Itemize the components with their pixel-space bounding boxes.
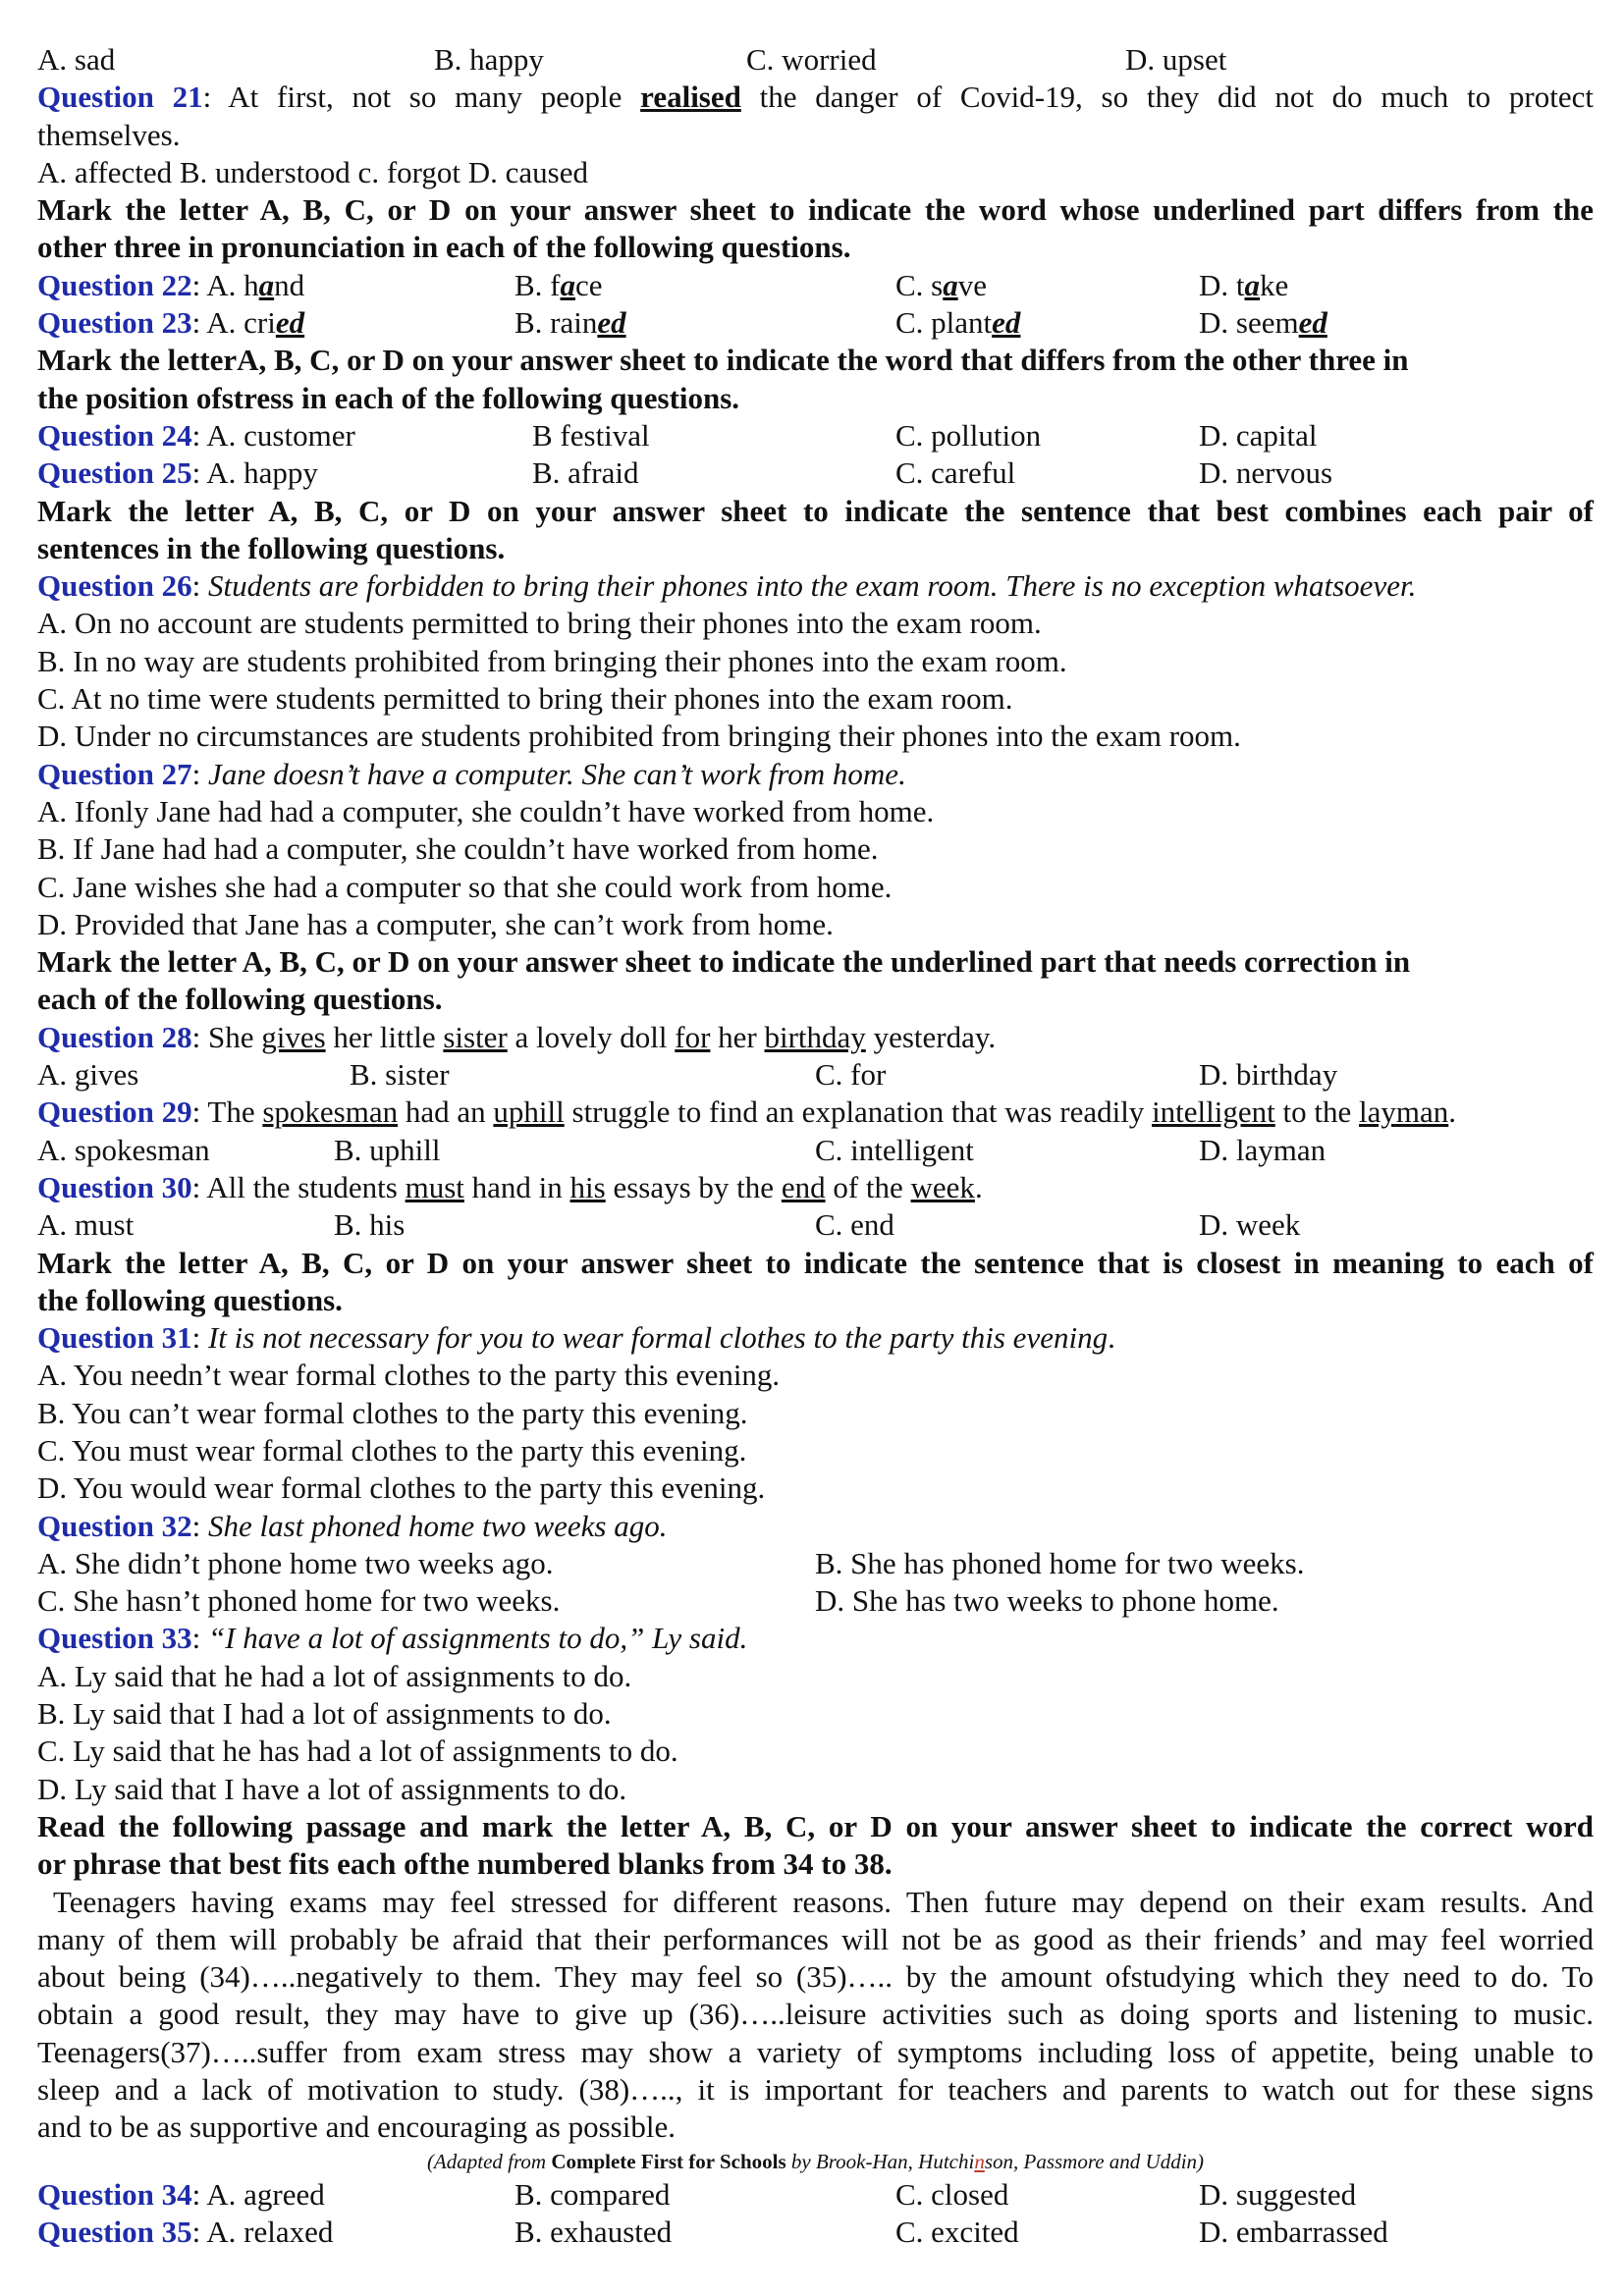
option-a: A. Ly said that he had a lot of assignments to do.: [37, 1658, 632, 1693]
question-label: Question 25: [37, 455, 192, 491]
stem-text: : She: [191, 1019, 262, 1054]
stem-text: her: [710, 1019, 765, 1054]
q32-options-ab: [37, 1545, 1594, 1582]
option-c-rest: ve: [957, 267, 988, 302]
instruction-line: Read the following passage and mark the letter A, B, C, or D on your answer sheet to indicate the correct word: [37, 1808, 1594, 1843]
question-label: Question 35: [37, 2214, 192, 2249]
option-a: A. She didn’t phone home two weeks ago.: [37, 1545, 554, 1580]
option-a-rest: nd: [274, 267, 305, 302]
source-text: son, Passmore and Uddin): [984, 2149, 1205, 2173]
question-label: Question 30: [37, 1169, 192, 1204]
option-a: A. You needn’t wear formal clothes to the party this evening.: [37, 1358, 781, 1393]
underlined-part: gives: [261, 1019, 326, 1054]
option-b: B. She has phoned home for two weeks.: [815, 1545, 1305, 1580]
passage-line: many of them will probably be afraid that their performances will not be as good as their friends’ and may feel worried: [37, 1921, 1594, 1956]
question-label: Question 28: [37, 1019, 192, 1054]
option-d: D. She has two weeks to phone home.: [815, 1583, 1279, 1619]
instruction-line: Mark the letter A, B, C, or D on your answer sheet to indicate the word whose underlined part differs from the: [37, 192, 1594, 228]
question-label: Question 32: [37, 1508, 192, 1543]
passage-line: and to be as supportive and encouraging as possible.: [37, 2109, 676, 2145]
q21-options: A. affected B. understood c. forgot D. caused: [37, 154, 588, 189]
q25-row: [37, 454, 1594, 492]
stem-text: It is not necessary for you to wear formal clothes to the party this evening: [207, 1320, 1109, 1356]
option-b: B. If Jane had had a computer, she couldn’t have worked from home.: [37, 831, 879, 867]
stem-text: Jane doesn’t have a computer. She can’t work from home.: [207, 756, 906, 791]
option-d: D. upset: [1125, 42, 1227, 77]
option-c: C. Jane wishes she had a computer so that she could work from home.: [37, 869, 893, 904]
option-d: D. suggested: [1199, 2176, 1357, 2212]
q23-row: [37, 304, 1594, 342]
instruction-line: Mark the letterA, B, C, or D on your answer sheet to indicate the word that differs from the other three in: [37, 343, 1409, 378]
q34-row: [37, 2176, 1594, 2214]
stem-text: : All the students: [191, 1169, 406, 1204]
underlined-part: sister: [443, 1019, 508, 1054]
question-label: Question 21: [37, 80, 203, 115]
option-c: C. Ly said that he has had a lot of assignments to do.: [37, 1734, 678, 1769]
stem-text: .: [974, 1169, 983, 1204]
stem-text: .: [1448, 1095, 1457, 1130]
stem-text: : The: [191, 1095, 263, 1130]
option-a: : A. relaxed: [191, 2214, 334, 2249]
option-b: B. uphill: [334, 1132, 441, 1167]
underlined-part: end: [781, 1169, 826, 1204]
option-c: C. plant: [895, 305, 993, 341]
instruction-line: each of the following questions.: [37, 982, 443, 1017]
underlined-part: a: [1244, 267, 1260, 302]
passage-line: Teenagers(37)…..suffer from exam stress may show a variety of symptoms including loss of appetite, being unable to: [37, 2034, 1594, 2069]
option-a: : A. customer: [191, 417, 355, 453]
question-label: Question 29: [37, 1095, 192, 1130]
source-text: by Brook-Han, Hutchi: [785, 2149, 975, 2173]
stem-text: had an: [398, 1095, 494, 1130]
stem-text: of the: [825, 1169, 911, 1204]
instruction-line: or phrase that best fits each ofthe numbered blanks from 34 to 38.: [37, 1846, 893, 1882]
option-d: D. seem: [1199, 305, 1299, 341]
option-b: B festival: [532, 417, 650, 453]
option-a: A. On no account are students permitted to bring their phones into the exam room.: [37, 606, 1042, 641]
instruction-line: Mark the letter A, B, C, or D on your answer sheet to indicate the sentence that best combines each pair of: [37, 493, 1594, 528]
underlined-part: ed: [992, 305, 1021, 341]
underlined-part: uphill: [493, 1095, 565, 1130]
instruction-line: the position ofstress in each of the following questions.: [37, 380, 740, 415]
option-b: B. You can’t wear formal clothes to the party this evening.: [37, 1395, 748, 1430]
stem-text: : At first, not so many people: [202, 80, 641, 115]
q33-stem: Question 33: “I have a lot of assignments to do,” Ly said.: [37, 1621, 748, 1656]
option-b: B. rain: [514, 305, 598, 341]
underlined-part: ed: [597, 305, 626, 341]
underlined-part: must: [405, 1169, 464, 1204]
q32-stem: Question 32: She last phoned home two weeks ago.: [37, 1508, 668, 1543]
option-a: : A. cri: [191, 305, 276, 341]
underlined-part: a: [258, 267, 275, 302]
passage-line: obtain a good result, they may have to give up (36)…..leisure activities such as doing sports and listening to music.: [37, 1997, 1594, 2032]
option-d: D. t: [1199, 267, 1245, 302]
option-c: C. end: [815, 1207, 894, 1243]
option-b: B. f: [514, 267, 561, 302]
option-c: C. worried: [746, 42, 877, 77]
stem-text: Students are forbidden to bring their phones into the exam room. There is no exception whatsoever.: [207, 568, 1417, 604]
passage-line: Teenagers having exams may feel stressed for different reasons. Then future may depend on their exam results. And: [53, 1884, 1594, 1919]
underlined-part: layman: [1359, 1095, 1449, 1130]
keyword: realised: [640, 80, 741, 115]
q20-options-row: [37, 41, 1594, 79]
instruction-line: Mark the letter A, B, C, or D on your answer sheet to indicate the sentence that is closest in meaning to each of: [37, 1245, 1594, 1280]
underlined-part: a: [560, 267, 575, 302]
option-b: B. In no way are students prohibited from bringing their phones into the exam room.: [37, 643, 1067, 678]
option-a: A. gives: [37, 1057, 139, 1093]
option-c: C. You must wear formal clothes to the party this evening.: [37, 1432, 747, 1468]
option-a: A. sad: [37, 42, 116, 77]
question-label: Question 26: [37, 568, 192, 604]
option-d: D. You would wear formal clothes to the party this evening.: [37, 1470, 766, 1506]
option-a: : A. happy: [191, 455, 318, 491]
option-c: C. for: [815, 1057, 887, 1093]
option-c: C. s: [895, 267, 944, 302]
option-d-rest: ke: [1260, 267, 1289, 302]
option-c: C. pollution: [895, 417, 1042, 453]
option-b: B. Ly said that I had a lot of assignments to do.: [37, 1696, 612, 1732]
option-c: C. closed: [895, 2176, 1009, 2212]
question-label: Question 27: [37, 756, 192, 791]
instruction-line: sentences in the following questions.: [37, 530, 506, 565]
option-d: D. week: [1199, 1207, 1301, 1243]
q27-stem: Question 27: Jane doesn’t have a computer. She can’t work from home.: [37, 756, 906, 791]
exam-page: [37, 41, 1594, 2251]
option-d: D. Provided that Jane has a computer, she can’t work from home.: [37, 906, 834, 941]
option-c: C. excited: [895, 2214, 1019, 2249]
option-d: D. layman: [1199, 1132, 1326, 1167]
stem-text: essays by the: [605, 1169, 782, 1204]
option-d: D. Under no circumstances are students prohibited from bringing their phones into the exam room.: [37, 719, 1241, 754]
q30-stem: [37, 1169, 1594, 1206]
underlined-part: birthday: [764, 1019, 866, 1054]
option-a: A. spokesman: [37, 1132, 210, 1167]
option-d: D. birthday: [1199, 1057, 1338, 1093]
q21-stem-cont: themselves.: [37, 117, 181, 152]
question-label: Question 31: [37, 1320, 192, 1356]
stem-text: yesterday.: [865, 1019, 997, 1054]
option-d: D. Ly said that I have a lot of assignments to do.: [37, 1771, 627, 1806]
option-b: B. compared: [514, 2176, 671, 2212]
option-b: B. sister: [350, 1057, 450, 1093]
underlined-part: a: [943, 267, 958, 302]
option-c: C. She hasn’t phoned home for two weeks.: [37, 1583, 561, 1619]
question-label: Question 23: [37, 305, 192, 341]
stem-text: her little: [325, 1019, 444, 1054]
instruction-line: the following questions.: [37, 1282, 343, 1317]
stem-text: hand in: [463, 1169, 570, 1204]
option-d: D. capital: [1199, 417, 1318, 453]
option-a: A. must: [37, 1207, 135, 1243]
stem-text: a lovely doll: [507, 1019, 676, 1054]
question-label: Question 33: [37, 1621, 192, 1656]
instruction-line: other three in pronunciation in each of the following questions.: [37, 230, 851, 265]
option-d: D. nervous: [1199, 455, 1333, 491]
option-d: D. embarrassed: [1199, 2214, 1388, 2249]
option-a: : A. h: [191, 267, 259, 302]
option-c: C. careful: [895, 455, 1016, 491]
question-label: Question 22: [37, 267, 192, 302]
underlined-part: intelligent: [1152, 1095, 1275, 1130]
q28-options: [37, 1056, 1594, 1094]
source-book-title: Complete First for Schools: [551, 2149, 786, 2173]
option-b: B. exhausted: [514, 2214, 673, 2249]
q29-stem: [37, 1094, 1594, 1131]
stem-text: struggle to find an explanation that was readily: [564, 1095, 1153, 1130]
option-c: C. At no time were students permitted to bring their phones into the exam room.: [37, 681, 1013, 717]
q29-options: [37, 1132, 1594, 1169]
option-c: C. intelligent: [815, 1132, 974, 1167]
underlined-part: his: [569, 1169, 606, 1204]
q26-stem: Question 26: Students are forbidden to bring their phones into the exam room. There is no exception whatsoever.: [37, 568, 1417, 604]
option-b: B. happy: [434, 42, 544, 77]
underlined-part: week: [910, 1169, 975, 1204]
q24-row: [37, 417, 1594, 454]
q30-options: [37, 1206, 1594, 1244]
q22-row: [37, 267, 1594, 304]
q21-stem: [37, 79, 1594, 116]
underlined-part: ed: [1298, 305, 1327, 341]
underlined-part: for: [675, 1019, 711, 1054]
question-label: Question 24: [37, 417, 192, 453]
option-b-rest: ce: [575, 267, 603, 302]
stem-text: “I have a lot of assignments to do,” Ly said.: [207, 1621, 748, 1656]
q35-row: [37, 2214, 1594, 2251]
option-b: B. his: [334, 1207, 406, 1243]
option-a: : A. agreed: [191, 2176, 325, 2212]
question-label: Question 34: [37, 2176, 192, 2212]
option-b: B. afraid: [532, 455, 639, 491]
stem-text: She last phoned home two weeks ago.: [207, 1508, 668, 1543]
source-text: (Adapted from: [426, 2149, 552, 2173]
source-marked-letter: n: [974, 2149, 985, 2173]
passage-line: about being (34)…..negatively to them. They may feel so (35)….. by the amount ofstudying which they need to do. To: [37, 1959, 1594, 1995]
option-a: A. Ifonly Jane had had a computer, she couldn’t have worked from home.: [37, 793, 935, 828]
stem-text: to the: [1274, 1095, 1360, 1130]
q28-stem: [37, 1019, 1594, 1056]
underlined-part: ed: [275, 305, 305, 341]
instruction-line: Mark the letter A, B, C, or D on your answer sheet to indicate the underlined part that needs correction in: [37, 944, 1411, 980]
q32-options-cd: [37, 1582, 1594, 1620]
passage-source: [37, 2147, 1594, 2176]
q31-stem: Question 31: It is not necessary for you to wear formal clothes to the party this evening.: [37, 1320, 1115, 1356]
underlined-part: spokesman: [262, 1095, 399, 1130]
passage-line: sleep and a lack of motivation to study. (38)….., it is important for teachers and parents to watch out for these signs: [37, 2072, 1594, 2108]
stem-text: the danger of Covid-19, so they did not do much to protect: [740, 80, 1594, 115]
